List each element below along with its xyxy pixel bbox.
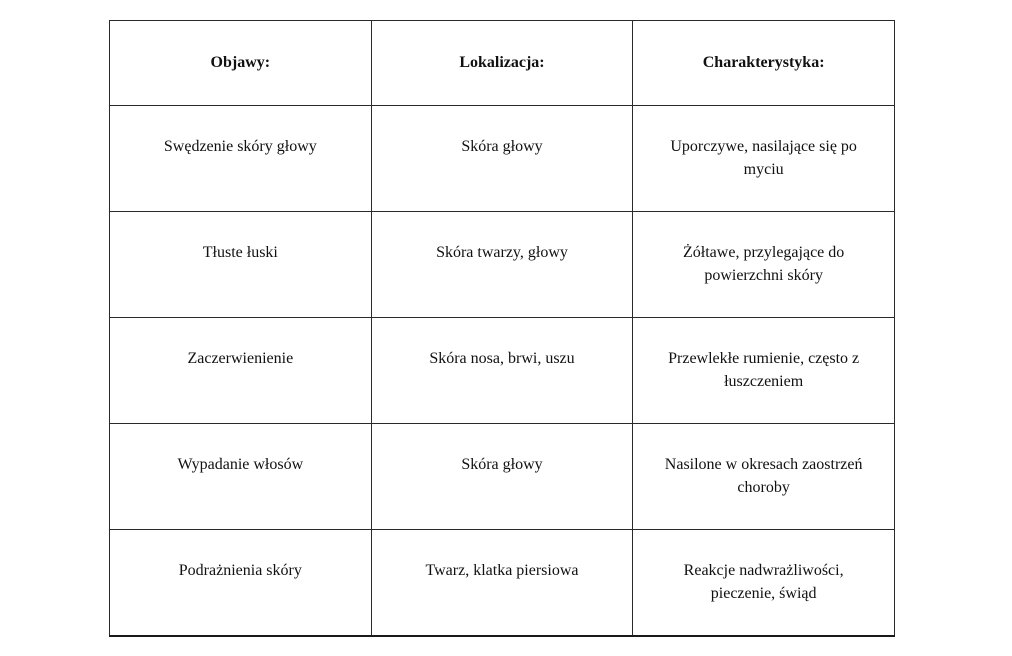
symptom-cell: Tłuste łuski (110, 212, 372, 318)
table-row (110, 212, 895, 318)
symptom-cell: Swędzenie skóry głowy (110, 106, 372, 212)
characteristic-cell: Uporczywe, nasilające się po myciu (633, 106, 895, 212)
symptom-cell: Podrażnienia skóry (110, 530, 372, 636)
location-cell: Skóra nosa, brwi, uszu (371, 318, 633, 424)
location-cell: Skóra głowy (371, 106, 633, 212)
symptoms-table (109, 20, 895, 637)
table-row (110, 106, 895, 212)
characteristic-cell: Reakcje nadwrażliwości, pieczenie, świąd (633, 530, 895, 636)
header-location: Lokalizacja: (371, 21, 633, 106)
header-characteristics: Charakterystyka: (633, 21, 895, 106)
characteristic-cell: Nasilone w okresach zaostrzeń choroby (633, 424, 895, 530)
header-symptoms: Objawy: (110, 21, 372, 106)
table-row (110, 424, 895, 530)
symptom-cell: Wypadanie włosów (110, 424, 372, 530)
location-cell: Skóra twarzy, głowy (371, 212, 633, 318)
table-row (110, 530, 895, 636)
location-cell: Twarz, klatka piersiowa (371, 530, 633, 636)
symptom-cell: Zaczerwienienie (110, 318, 372, 424)
table-row (110, 318, 895, 424)
characteristic-cell: Żółtawe, przylegające do powierzchni skóry (633, 212, 895, 318)
characteristic-cell: Przewlekłe rumienie, często z łuszczeniem (633, 318, 895, 424)
header-row (110, 21, 895, 106)
location-cell: Skóra głowy (371, 424, 633, 530)
